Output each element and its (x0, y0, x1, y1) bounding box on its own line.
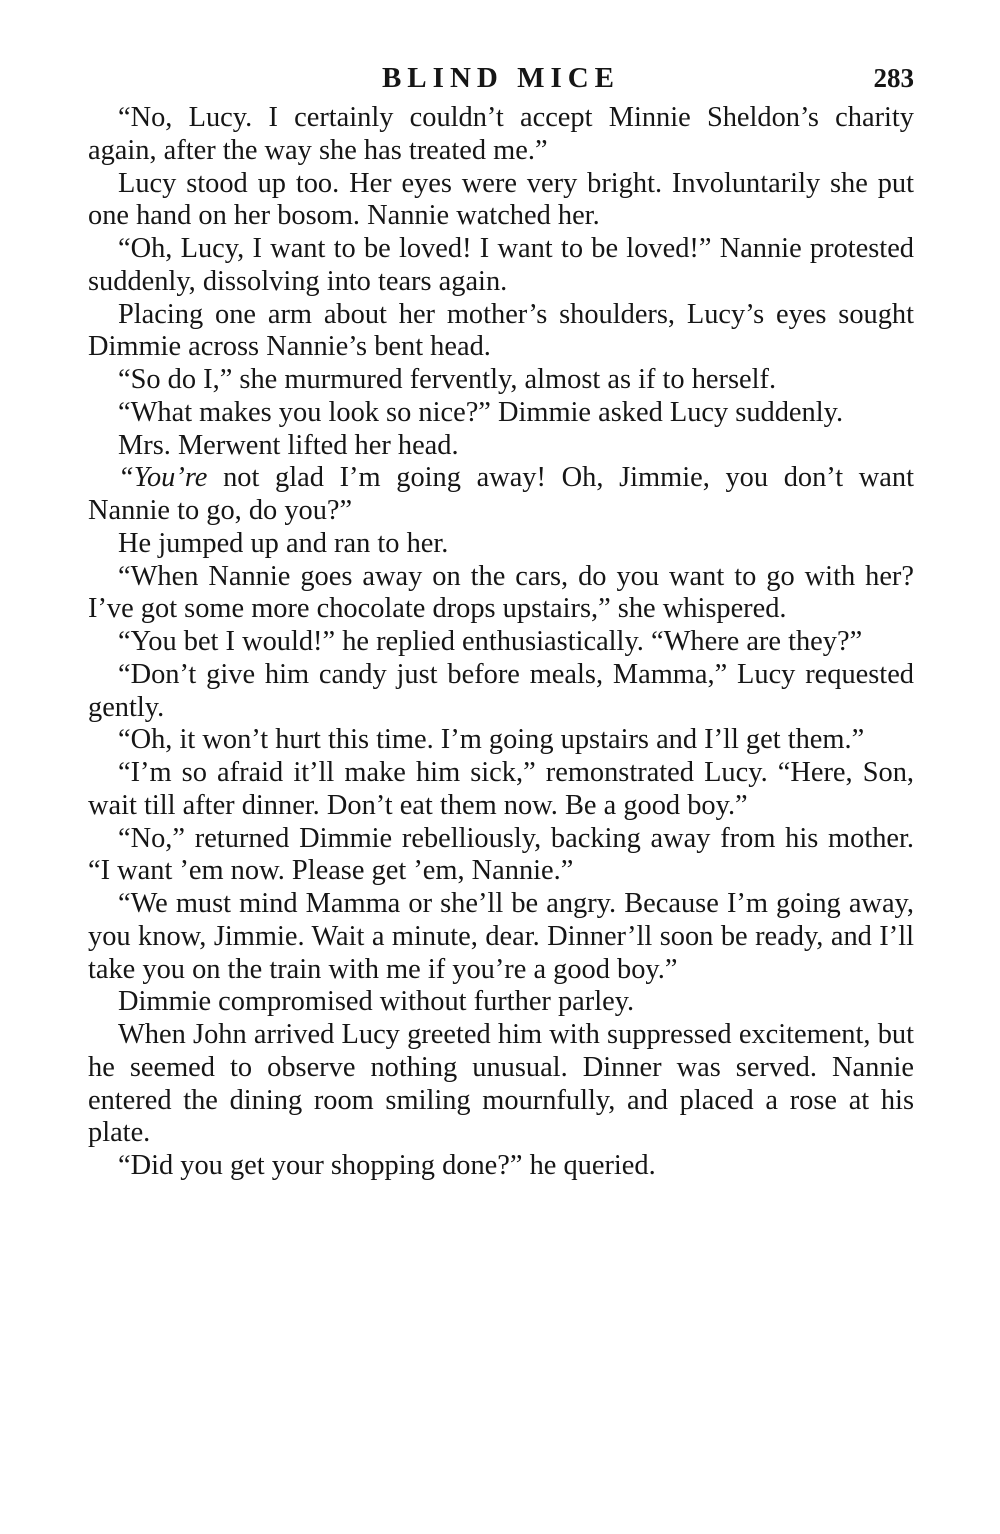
emphasized-word: “You’re (118, 462, 208, 494)
paragraph: “Did you get your shopping done?” he queried. (118, 1150, 656, 1181)
book-page (88, 58, 914, 1183)
paragraph: When John arrived Lucy greeted him with suppressed excitement, but he seemed to observe nothing unusual. Dinner was served. Nannie entered the dining room smiling mournfully, and placed a rose at his plate. (88, 1019, 914, 1149)
running-head (88, 58, 914, 102)
paragraph: Lucy stood up too. Her eyes were very bright. Involuntarily she put one hand on her bosom. Nannie watched her. (88, 167, 914, 232)
paragraph: “I’m so afraid it’ll make him sick,” remonstrated Lucy. “Here, Son, wait till after dinner. Don’t eat them now. Be a good boy.” (88, 757, 914, 821)
paragraph-text: not glad I’m going away! Oh, Jimmie, you don’t want Nannie to go, do you?” (88, 462, 914, 526)
paragraph: “No, Lucy. I certainly couldn’t accept Minnie Sheldon’s charity again, after the way she has treated me.” (88, 102, 914, 166)
body-text (88, 102, 914, 1183)
paragraph-with-emphasis (88, 462, 914, 528)
running-title: BLIND MICE (381, 62, 621, 94)
paragraph: “We must mind Mamma or she’ll be angry. Because I’m going away, you know, Jimmie. Wait a minute, dear. Dinner’ll soon be ready, and I’ll take you on the train with me if you’re a good boy.” (88, 888, 914, 985)
paragraph: Placing one arm about her mother’s shoulders, Lucy’s eyes sought Dimmie across Nannie’s bent head. (88, 298, 914, 363)
paragraph: Dimmie compromised without further parley. (118, 986, 635, 1018)
paragraph: Mrs. Merwent lifted her head. (118, 429, 459, 461)
paragraph: “Don’t give him candy just before meals, Mamma,” Lucy requested gently. (88, 658, 914, 723)
paragraph: “Oh, Lucy, I want to be loved! I want to be loved!” Nannie protested suddenly, dissolving into tears again. (88, 233, 914, 297)
paragraph: He jumped up and ran to her. (118, 527, 449, 559)
paragraph: “When Nannie goes away on the cars, do you want to go with her? I’ve got some more chocolate drops upstairs,” she whispered. (88, 560, 914, 625)
paragraph: “So do I,” she murmured fervently, almost as if to herself. (118, 364, 777, 395)
paragraph: “Oh, it won’t hurt this time. I’m going upstairs and I’ll get them.” (118, 724, 865, 756)
paragraph: “You bet I would!” he replied enthusiastically. “Where are they?” (118, 626, 863, 657)
paragraph: “No,” returned Dimmie rebelliously, backing away from his mother. “I want ’em now. Please get ’em, Nannie.” (88, 822, 914, 887)
paragraph: “What makes you look so nice?” Dimmie asked Lucy suddenly. (118, 396, 844, 428)
page-number: 283 (873, 63, 914, 93)
